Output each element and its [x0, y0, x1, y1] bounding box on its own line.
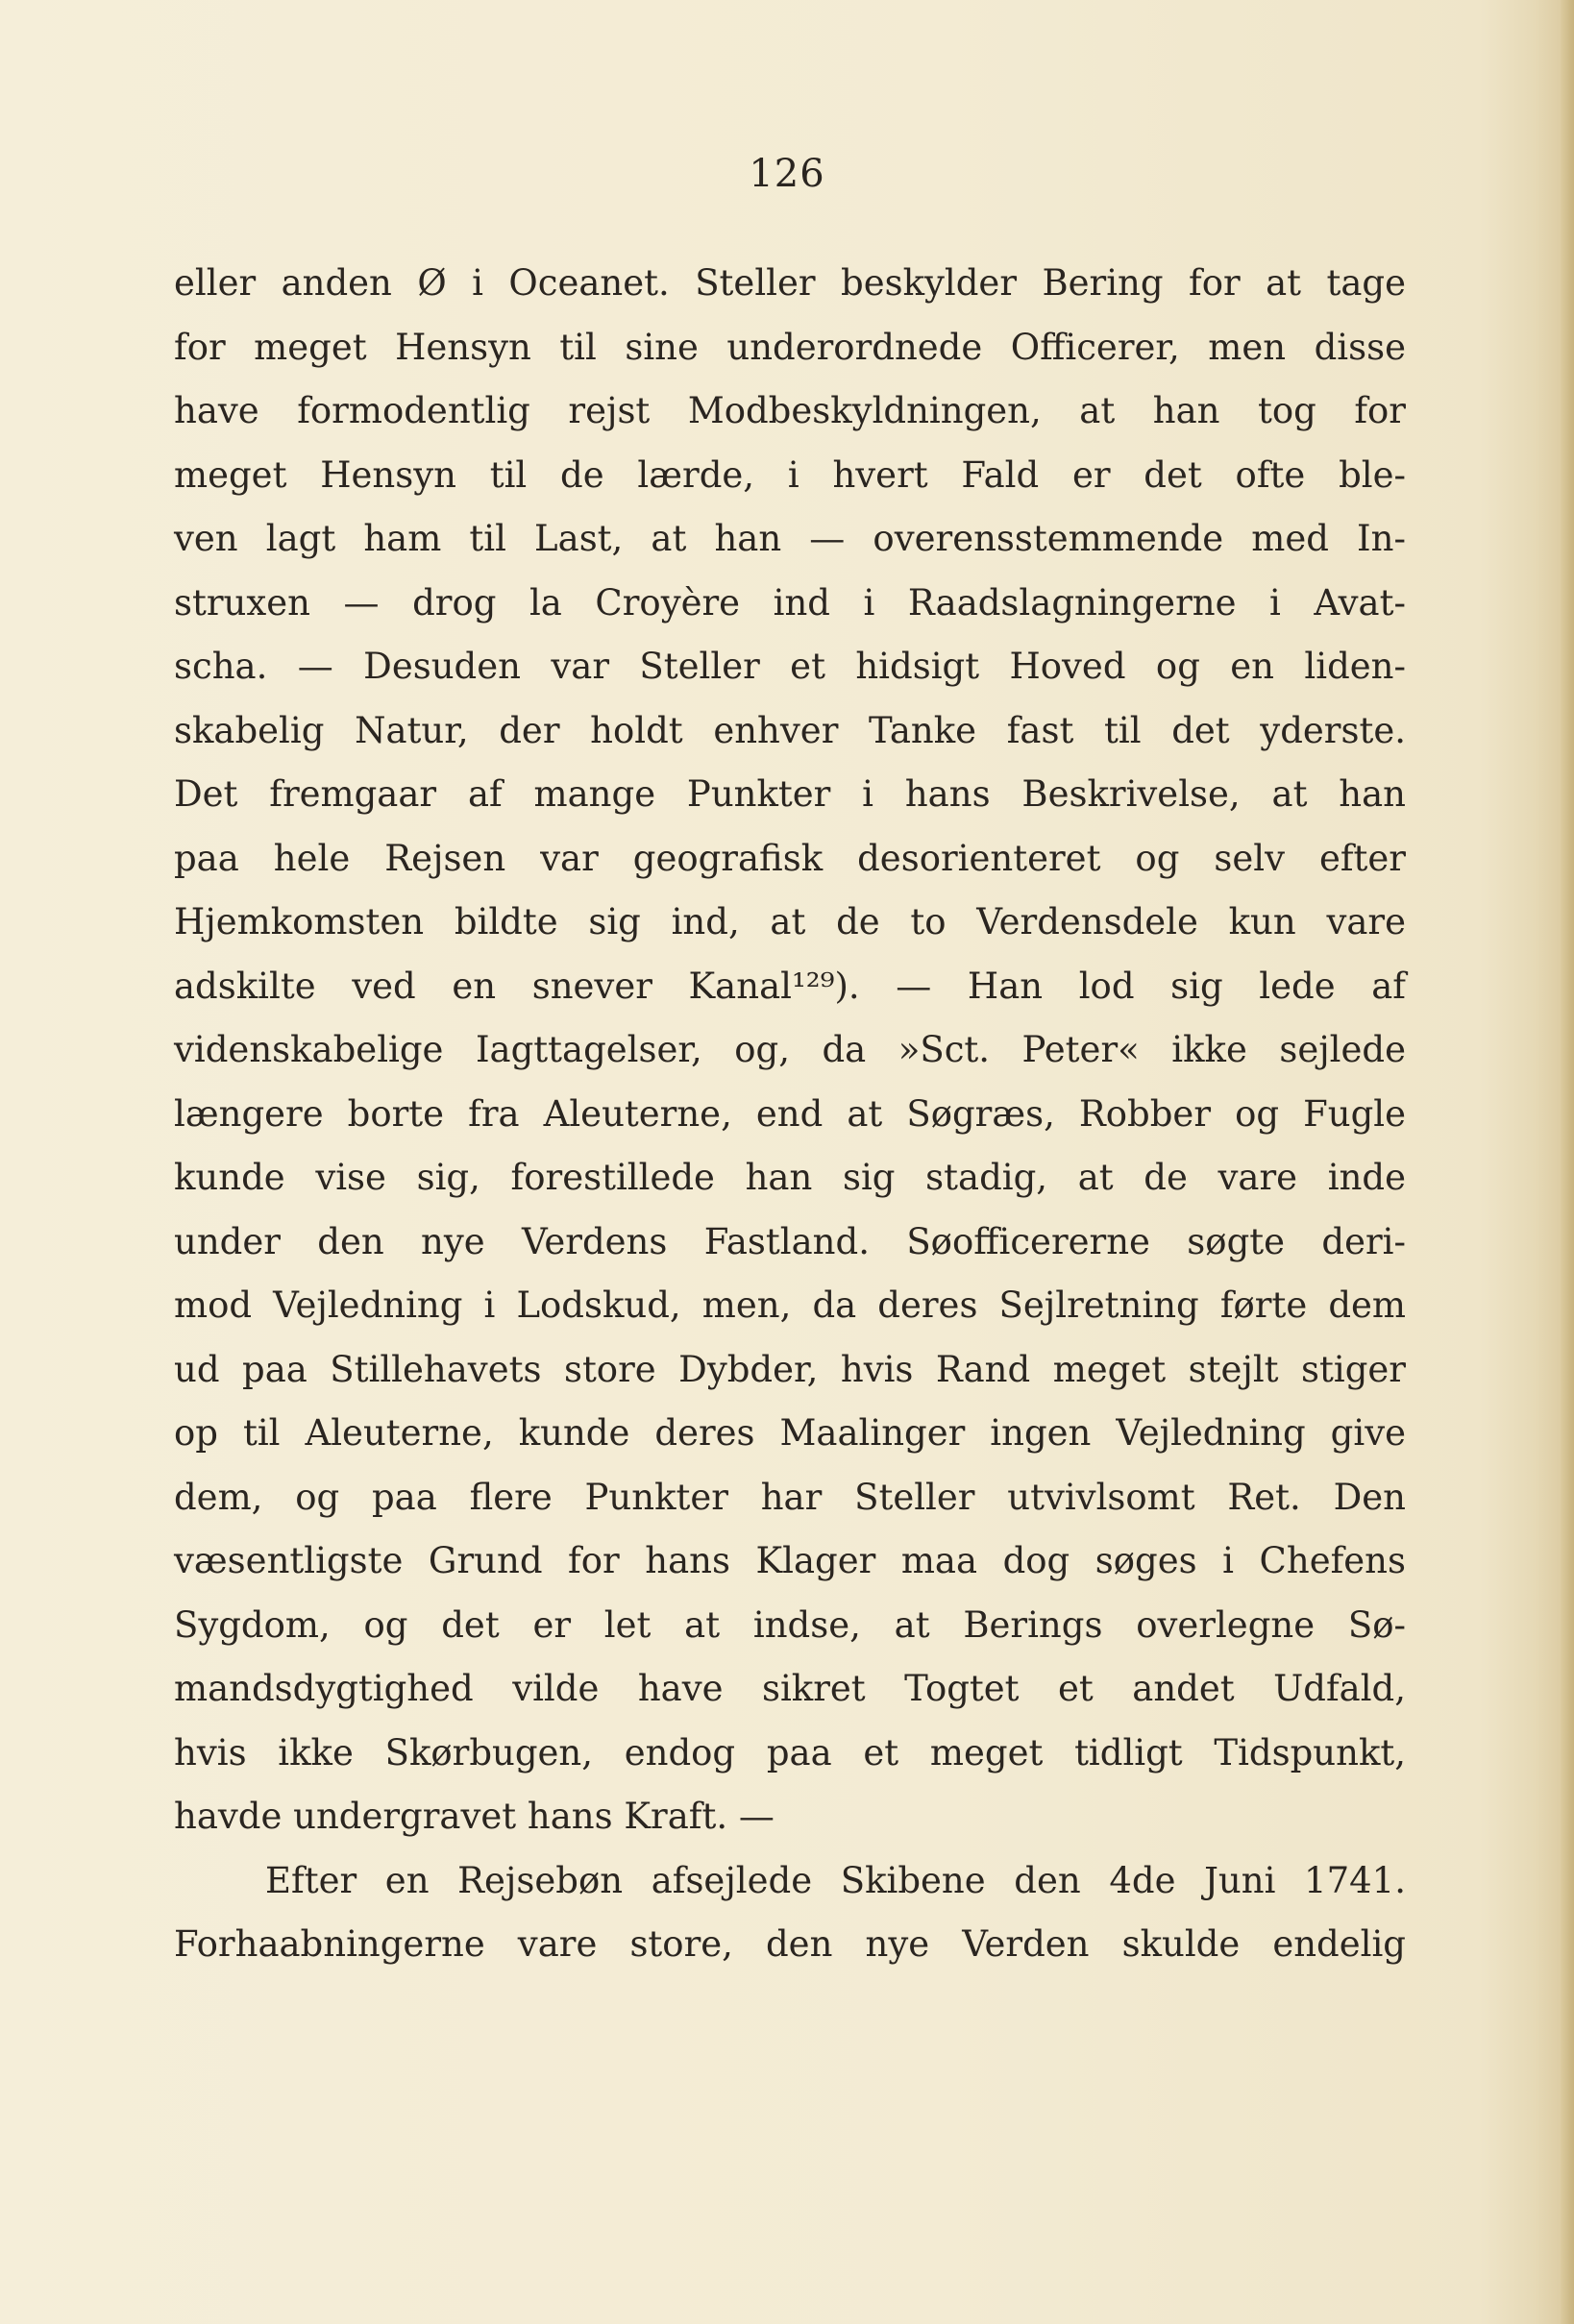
text-line: ud paa Stillehavets store Dybder, hvis Rand meget stejlt stiger: [174, 1348, 1406, 1390]
text-line: scha. — Desuden var Steller et hidsigt Hoved og en liden-: [174, 646, 1406, 687]
text-line: under den nye Verdens Fastland. Søofficererne søgte deri-: [174, 1220, 1406, 1262]
text-line: længere borte fra Aleuterne, end at Søgræs, Robber og Fugle: [174, 1092, 1406, 1135]
text-line: væsentligste Grund for hans Klager maa dog søges i Chefens: [174, 1540, 1406, 1581]
text-line: paa hele Rejsen var geografisk desorienteret og selv efter: [174, 837, 1406, 879]
text-line: have formodentlig rejst Modbeskyldningen, at han tog for: [174, 390, 1406, 431]
text-line: mandsdygtighed vilde have sikret Togtet et andet Udfald,: [174, 1668, 1406, 1709]
text-line: Hjemkomsten bildte sig ind, at de to Verdensdele kun vare: [174, 901, 1406, 942]
text-line: op til Aleuterne, kunde deres Maalinger ingen Vejledning give: [174, 1412, 1406, 1454]
text-line-paragraph-start: Efter en Rejsebøn afsejlede Skibene den 4de Juni 1741.: [265, 1859, 1406, 1901]
text-line: meget Hensyn til de lærde, i hvert Fald er det ofte ble-: [174, 453, 1406, 496]
text-line: Sygdom, og det er let at indse, at Berings overlegne Sø-: [174, 1603, 1406, 1646]
text-line: hvis ikke Skørbugen, endog paa et meget tidligt Tidspunkt,: [174, 1731, 1406, 1774]
text-line: skabelig Natur, der holdt enhver Tanke fast til det yderste.: [174, 709, 1406, 751]
body-text: [174, 252, 1406, 1977]
text-line: ven lagt ham til Last, at han — overensstemmende med In-: [174, 518, 1406, 559]
text-line: kunde vise sig, forestillede han sig stadig, at de vare inde: [174, 1157, 1406, 1198]
text-line: dem, og paa flere Punkter har Steller utvivlsomt Ret. Den: [174, 1476, 1406, 1518]
text-line: Forhaabningerne vare store, den nye Verden skulde endelig: [174, 1923, 1406, 1965]
text-line: for meget Hensyn til sine underordnede Officerer, men disse: [174, 326, 1406, 368]
page-number: 126: [749, 152, 825, 196]
text-line: struxen — drog la Croyère ind i Raadslagningerne i Avat-: [174, 581, 1406, 624]
text-line: mod Vejledning i Lodskud, men, da deres Sejlretning førte dem: [174, 1284, 1406, 1326]
text-line: Det fremgaar af mange Punkter i hans Beskrivelse, at han: [174, 773, 1406, 815]
text-line-paragraph-end: havde undergravet hans Kraft. —: [174, 1796, 775, 1837]
text-line: adskilte ved en snever Kanal¹²⁹). — Han lod sig lede af: [174, 965, 1406, 1007]
text-line: videnskabelige Iagttagelser, og, da »Sct. Peter« ikke sejlede: [174, 1029, 1406, 1070]
page-edge: [1561, 0, 1574, 2324]
text-line: eller anden Ø i Oceanet. Steller beskylder Bering for at tage: [174, 262, 1406, 304]
